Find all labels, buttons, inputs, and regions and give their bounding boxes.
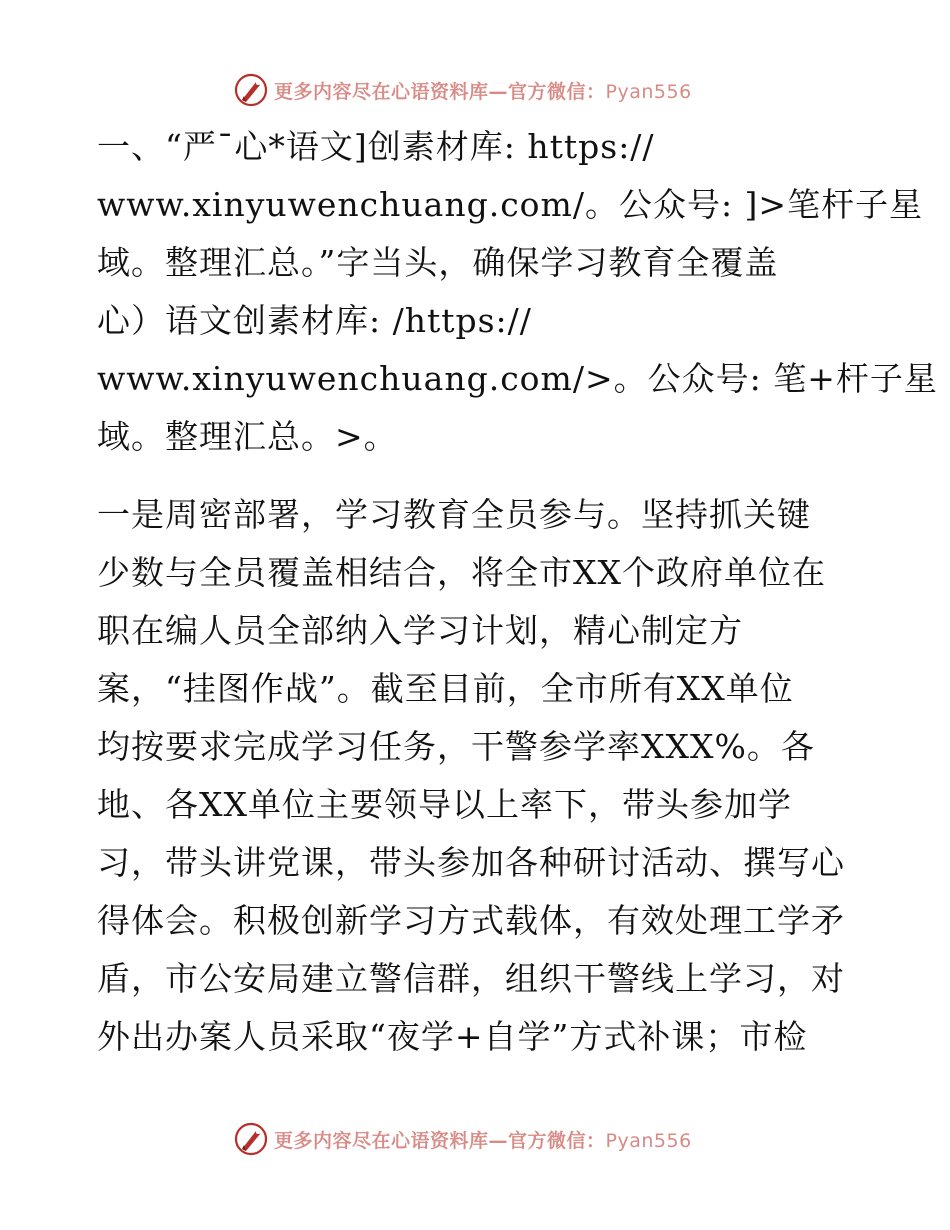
document-body [97,118,938,1066]
watermark-header [234,72,734,108]
text-line: 得体会。积极创新学习方式载体，有效处理工学矛 [97,901,845,940]
text-line: 域。整理汇总。”字当头，确保学习教育全覆盖 [97,243,779,282]
text-line: 外出办案人员采取“夜学+自学”方式补课；市检 [97,1017,808,1056]
text-line: 域。整理汇总。>。 [97,417,398,456]
paragraph-deployment [97,486,857,1066]
text-line: 一、“严¯心*语文]创素材库: https:// [97,127,655,166]
text-line: www.xinyuwenchuang.com/。公众号: ]>笔杆子星 [97,185,924,224]
text-line: 习，带头讲党课，带头参加各种研讨活动、撰写心 [97,843,845,882]
watermark-footer [234,1121,734,1157]
watermark-handle: Pyan556 [605,1129,692,1152]
text-line: 一是周密部署，学习教育全员参与。坚持抓关键 [97,495,811,534]
watermark-text: 更多内容尽在心语资料库—官方微信：Pyan556 [274,1129,692,1152]
text-line: 均按要求完成学习任务，干警参学率XXX%。各 [97,727,815,766]
watermark-text: 更多内容尽在心语资料库—官方微信：Pyan556 [274,80,692,103]
text-line: 职在编人员全部纳入学习计划，精心制定方 [97,611,743,650]
text-line: 地、各XX单位主要领导以上率下，带头参加学 [97,785,792,824]
text-line: 心）语文创素材库: /https:// [97,301,532,340]
pen-logo-icon [234,73,268,107]
text-line: 少数与全员覆盖相结合，将全市XX个政府单位在 [97,553,826,592]
text-line: www.xinyuwenchuang.com/>。公众号: 笔+杆子星 [97,359,938,398]
watermark-handle: Pyan556 [605,80,692,103]
text-line: 盾，市公安局建立警信群，组织干警线上学习，对 [97,959,845,998]
text-line: 案，“挂图作战”。截至目前，全市所有XX单位 [97,669,794,708]
paragraph-intro [97,118,938,466]
pen-logo-icon [234,1122,268,1156]
